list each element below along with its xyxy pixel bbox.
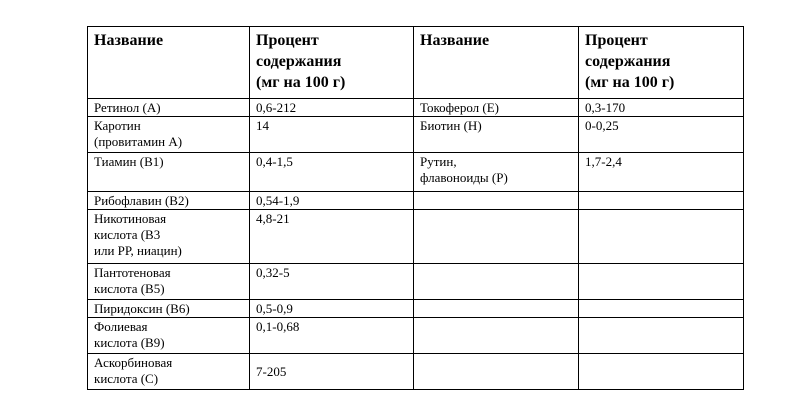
table-row bbox=[88, 99, 744, 117]
cell-value bbox=[579, 264, 744, 300]
table-row bbox=[88, 300, 744, 318]
cell-name: Токоферол (Е) bbox=[414, 99, 579, 117]
cell-value: 0,4-1,5 bbox=[250, 153, 414, 192]
cell-value: 0,1-0,68 bbox=[250, 318, 414, 354]
cell-name: Рутин, флавоноиды (Р) bbox=[414, 153, 579, 192]
cell-name: Тиамин (В1) bbox=[88, 153, 250, 192]
header-name-2: Название bbox=[414, 27, 579, 99]
cell-name: Пантотеновая кислота (В5) bbox=[88, 264, 250, 300]
table-row bbox=[88, 264, 744, 300]
cell-value: 0,32-5 bbox=[250, 264, 414, 300]
cell-name: Рибофлавин (В2) bbox=[88, 192, 250, 210]
cell-value bbox=[579, 210, 744, 264]
cell-value: 0,5-0,9 bbox=[250, 300, 414, 318]
cell-name: Аскорбиновая кислота (С) bbox=[88, 354, 250, 390]
cell-value: 1,7-2,4 bbox=[579, 153, 744, 192]
cell-value: 0,54-1,9 bbox=[250, 192, 414, 210]
cell-value: 0,3-170 bbox=[579, 99, 744, 117]
cell-value bbox=[579, 192, 744, 210]
cell-name bbox=[414, 300, 579, 318]
cell-name: Каротин (провитамин А) bbox=[88, 117, 250, 153]
cell-name bbox=[414, 192, 579, 210]
table-row bbox=[88, 318, 744, 354]
header-content-1: Процент содержания (мг на 100 г) bbox=[250, 27, 414, 99]
cell-value bbox=[579, 300, 744, 318]
cell-name: Никотиновая кислота (В3 или РР, ниацин) bbox=[88, 210, 250, 264]
cell-name bbox=[414, 210, 579, 264]
cell-value: 7-205 bbox=[250, 354, 414, 390]
cell-value bbox=[579, 318, 744, 354]
table-row bbox=[88, 354, 744, 390]
header-content-2: Процент содержания (мг на 100 г) bbox=[579, 27, 744, 99]
cell-value: 0,6-212 bbox=[250, 99, 414, 117]
cell-name: Ретинол (А) bbox=[88, 99, 250, 117]
table-row bbox=[88, 210, 744, 264]
table-row bbox=[88, 117, 744, 153]
header-row bbox=[88, 27, 744, 99]
cell-value bbox=[579, 354, 744, 390]
cell-name bbox=[414, 318, 579, 354]
cell-value: 0-0,25 bbox=[579, 117, 744, 153]
cell-name bbox=[414, 354, 579, 390]
cell-name: Пиридоксин (В6) bbox=[88, 300, 250, 318]
vitamin-table bbox=[87, 26, 744, 390]
cell-name bbox=[414, 264, 579, 300]
header-name-1: Название bbox=[88, 27, 250, 99]
cell-value: 14 bbox=[250, 117, 414, 153]
table-row bbox=[88, 192, 744, 210]
cell-name: Фолиевая кислота (В9) bbox=[88, 318, 250, 354]
cell-name: Биотин (Н) bbox=[414, 117, 579, 153]
table-row bbox=[88, 153, 744, 192]
cell-value: 4,8-21 bbox=[250, 210, 414, 264]
